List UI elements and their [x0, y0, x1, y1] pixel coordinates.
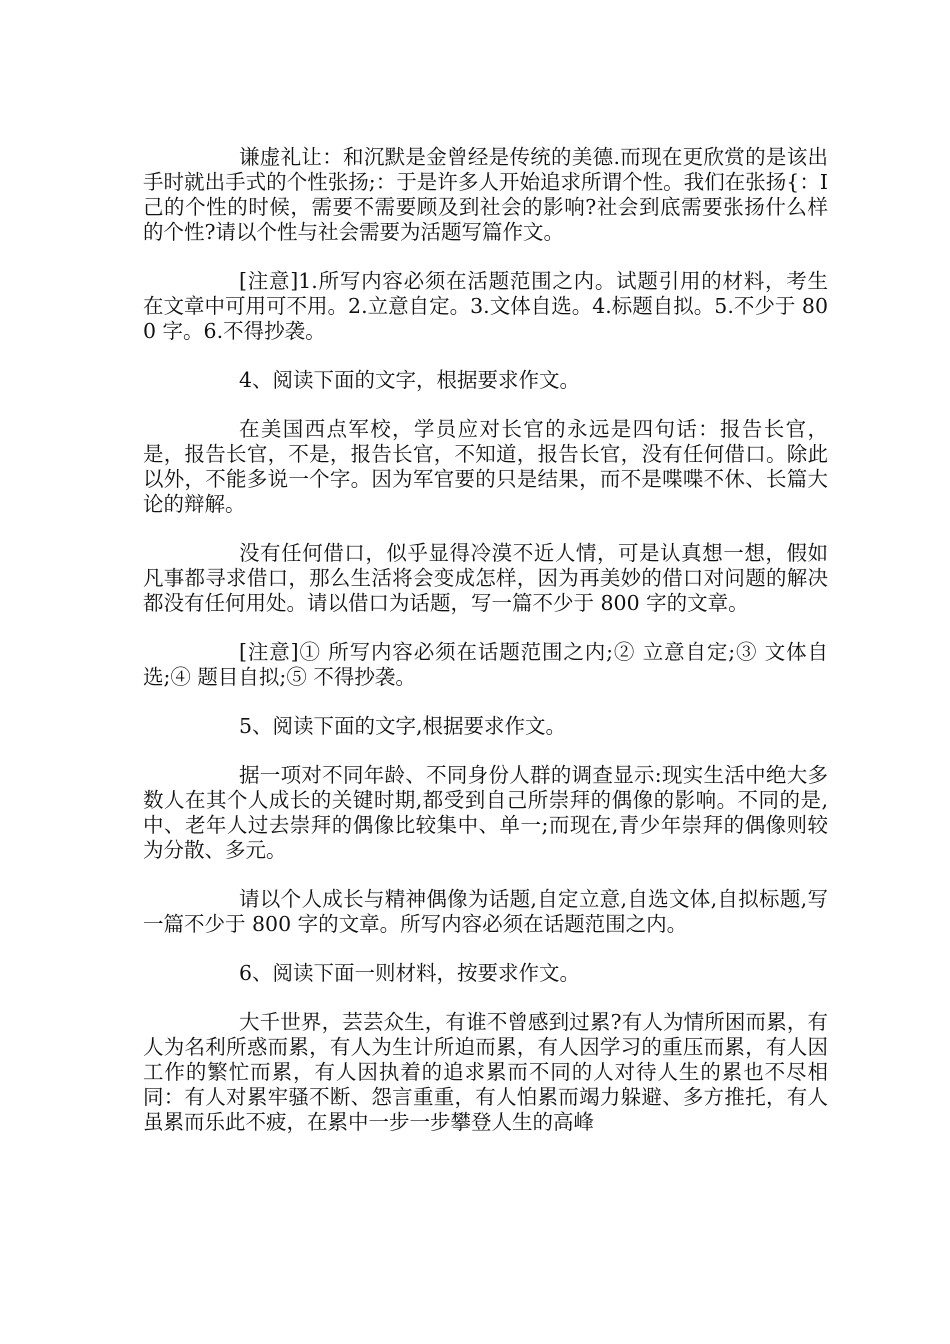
prompt-paragraph: 谦虚礼让：和沉默是金曾经是传统的美德.而现在更欣赏的是该出手时就出手式的个性张扬;：于是许多人开始追求所谓个性。我们在张扬{：I 己的个性的时候，需要不需要顾及到社会的影响?社会到底需要张扬什么样的个性?请以个性与社会需要为活题写篇作文。	[143, 145, 828, 244]
notice-paragraph: [注意]① 所写内容必须在话题范围之内;② 立意自定;③ 文体自选;④ 题目自拟;⑤ 不得抄袭。	[143, 640, 828, 689]
prompt-paragraph: 没有任何借口，似乎显得冷漠不近人情，可是认真想一想，假如凡事都寻求借口，那么生活将会变成怎样，因为再美妙的借口对问题的解决都没有任何用处。请以借口为话题，写一篇不少于 800 字的文章。	[143, 541, 828, 615]
document-body	[143, 145, 828, 1135]
question-heading-5: 5、阅读下面的文字,根据要求作文。	[239, 714, 567, 738]
question-heading-4: 4、阅读下面的文字，根据要求作文。	[239, 368, 581, 392]
material-paragraph: 在美国西点军校，学员应对长官的永远是四句话：报告长官，是，报告长官，不是，报告长官，不知道，报告长官，没有任何借口。除此以外，不能多说一个字。因为军官要的只是结果，而不是喋喋不休、长篇大论的辩解。	[143, 417, 828, 516]
question-heading-6: 6、阅读下面一则材料，按要求作文。	[239, 961, 581, 985]
material-paragraph: 大千世界，芸芸众生，有谁不曾感到过累?有人为情所困而累，有人为名利所惑而累，有人为生计所迫而累，有人因学习的重压而累，有人因工作的繁忙而累，有人因执着的追求累而不同的人对待人生的累也不尽相同：有人对累牢骚不断、怨言重重，有人怕累而竭力躲避、多方推托，有人虽累而乐此不疲，在累中一步一步攀登人生的高峰	[143, 1010, 828, 1134]
notice-paragraph: [注意]1.所写内容必须在活题范围之内。试题引用的材料，考生在文章中可用可不用。2.立意自定。3.文体自选。4.标题自拟。5.不少于 800 字。6.不得抄袭。	[143, 269, 828, 343]
material-paragraph: 据一项对不同年龄、不同身份人群的调查显示:现实生活中绝大多数人在其个人成长的关键时期,都受到自己所崇拜的偶像的影响。不同的是,中、老年人过去崇拜的偶像比较集中、单一;而现在,青少年崇拜的偶像则较为分散、多元。	[143, 763, 828, 862]
prompt-paragraph: 请以个人成长与精神偶像为话题,自定立意,自选文体,自拟标题,写一篇不少于 800 字的文章。所写内容必须在话题范围之内。	[143, 887, 828, 936]
